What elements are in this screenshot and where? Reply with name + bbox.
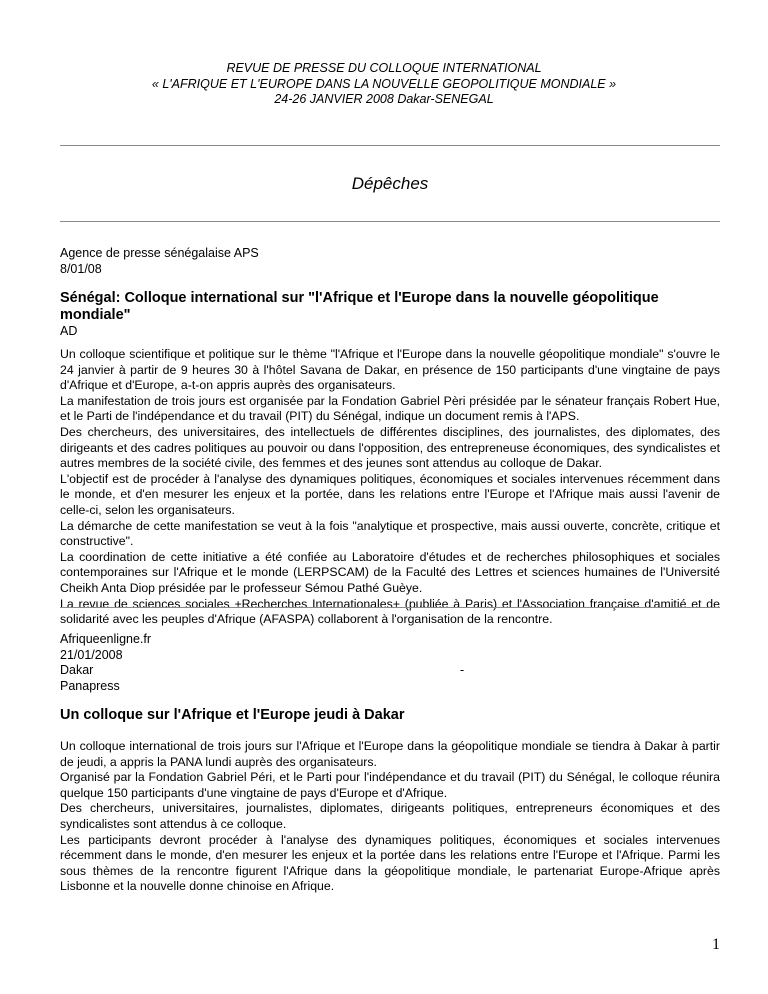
article2-meta: [60, 632, 720, 694]
article2-headline: Un colloque sur l'Afrique et l'Europe jeudi à Dakar: [60, 707, 405, 723]
article2-agency: Panapress: [60, 678, 120, 693]
article2-paragraph: Un colloque international de trois jours sur l'Afrique et l'Europe dans la géopolitique mondiale se tiendra à Dakar à partir de jeudi, a appris la PANA lundi auprès des organisateurs.: [60, 739, 720, 769]
section-title: Dépêches: [351, 174, 429, 193]
article1-meta: [60, 246, 720, 277]
article1-paragraph: La coordination de cette initiative a été confiée au Laboratoire d'études et de recherches philosophiques et sociales contemporaines sur l'Afrique et le monde (LERPSCAM) de la Faculté des Lettres et sciences humaines de l'Université Cheikh Anta Diop présidée par le professeur Sémou Pathé Guèye.: [60, 549, 720, 595]
article2-paragraph: Organisé par la Fondation Gabriel Péri, et le Parti pour l'indépendance et du travail (PIT) du Sénégal, le colloque réunira quelque 150 participants d'une vingtaine de pays d'Europe et d'Afrique.: [60, 770, 720, 800]
horizontal-rule: [60, 145, 720, 146]
article1-paragraph: La revue de sciences sociales +Recherches Internationales+ (publiée à Paris) et l'Association française d'amitié et de solidarité avec les peuples d'Afrique (AFASPA) collaborent à l'organisation de la rencontre.: [60, 596, 720, 627]
article2-date: 21/01/2008: [60, 647, 123, 662]
article1-paragraph: L'objectif est de procéder à l'analyse des dynamiques politiques, économiques et sociales intervenues récemment dans le monde, et d'en mesurer les enjeux et la portée, dans les relations entre l'Europe et l'Afrique mais aussi l'avenir de celle-ci, selon les organisateurs.: [60, 471, 720, 517]
article1-body: [60, 347, 720, 628]
article1-headline: Sénégal: Colloque international sur "l'Afrique et l'Europe dans la nouvelle géopolitique mondiale": [60, 290, 659, 323]
header-line-1: REVUE DE PRESSE DU COLLOQUE INTERNATIONAL: [226, 61, 542, 75]
horizontal-rule: [60, 221, 720, 222]
article1-date: 8/01/08: [60, 261, 102, 276]
article1-paragraph: Des chercheurs, des universitaires, des intellectuels de différentes disciplines, des journalistes, des diplomates, des dirigeants et des cadres politiques au pouvoir ou dans l'opposition, des entrepreneuse économiques, des syndicalistes et autres membres de la société civile, des femmes et des jeunes sont attendus au colloque de Dakar.: [60, 424, 720, 471]
article1-heading: [60, 290, 720, 340]
header-line-2: « L'AFRIQUE ET L'EUROPE DANS LA NOUVELLE GEOPOLITIQUE MONDIALE »: [151, 76, 617, 91]
article2-dash: -: [460, 663, 465, 677]
article1-paragraph: La manifestation de trois jours est organisée par la Fondation Gabriel Pèri présidée par le sénateur français Robert Hue, et le Parti de l'indépendance et du travail (PIT) du Sénégal, indique un document remis à l'APS.: [60, 393, 720, 424]
article1-byline: AD: [60, 324, 78, 338]
article2-source: Afriqueenligne.fr: [60, 632, 152, 646]
document-header: [60, 61, 708, 108]
article2-paragraph: Des chercheurs, universitaires, journalistes, diplomates, dirigeants politiques, entrepreneurs économiques et des syndicalistes sont attendus à ce colloque.: [60, 801, 720, 831]
article2-body: [60, 739, 720, 895]
article1-paragraph: Un colloque scientifique et politique sur le thème "l'Afrique et l'Europe dans la nouvelle géopolitique mondiale" s'ouvre le 24 janvier à partir de 9 heures 30 à l'hôtel Savana de Dakar, en présence de 150 participants d'une vingtaine de pays d'Afrique et d'Europe, a-t-on appris auprès des organisateurs.: [60, 347, 720, 393]
article2-heading: [60, 707, 720, 724]
article1-paragraph: La démarche de cette manifestation se veut à la fois "analytique et prospective, mais aussi ouverte, concrète, critique et constructive".: [60, 518, 720, 549]
article2-place: Dakar: [60, 663, 94, 677]
page-number: 1: [712, 936, 720, 953]
horizontal-rule: [60, 607, 720, 608]
article1-source: Agence de presse sénégalaise APS: [60, 246, 259, 260]
article2-paragraph: Les participants devront procéder à l'analyse des dynamiques politiques, économiques et sociales intervenues récemment dans le monde, d'en mesurer les enjeux et la portée dans les relations entre l'Europe et l'Afrique. Parmi les sous thèmes de la rencontre figurent l'Afrique dans la géopolitique mondiale, le partenariat Europe-Afrique après Lisbonne et la nouvelle donne chinoise en Afrique.: [60, 832, 720, 894]
header-line-3: 24-26 JANVIER 2008 Dakar-SENEGAL: [274, 92, 494, 106]
